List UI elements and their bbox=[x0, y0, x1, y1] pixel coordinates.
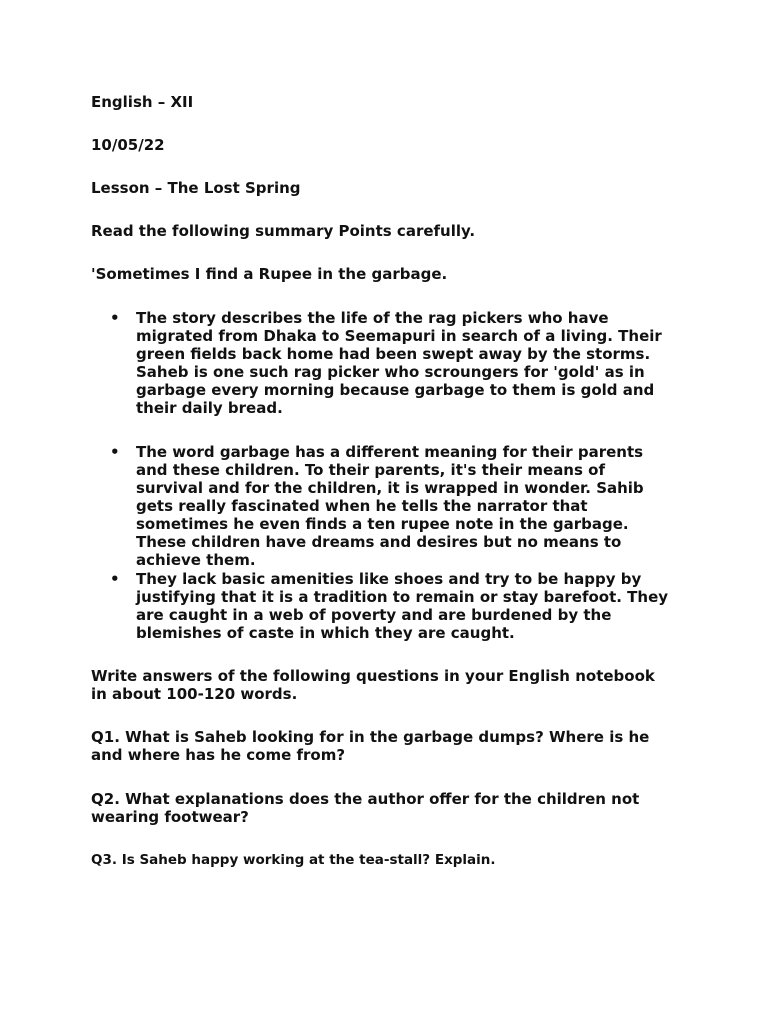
question-2: Q2. What explanations does the author offer for the children not wearing footwear? bbox=[91, 790, 640, 826]
chapter-quote: 'Sometimes I find a Rupee in the garbage. bbox=[91, 265, 448, 283]
assignment-instruction: Write answers of the following questions in your English notebook in about 100-120 words. bbox=[91, 667, 655, 703]
question-1: Q1. What is Saheb looking for in the garbage dumps? Where is he and where has he come from? bbox=[91, 728, 650, 764]
bullet-icon: • bbox=[110, 570, 120, 588]
bullet-icon: • bbox=[110, 443, 120, 461]
summary-point-text: The story describes the life of the rag pickers who have migrated from Dhaka to Seemapuri in search of a living. Their green fields back home had been swept away by the storms. Saheb is one such rag picker who scroungers for 'gold' as in garbage every morning because garbage to them is gold and their daily bread. bbox=[136, 309, 662, 417]
lesson-title: Lesson – The Lost Spring bbox=[91, 179, 301, 197]
subject-heading: English – XII bbox=[91, 93, 194, 111]
summary-point-text: The word garbage has a different meaning for their parents and these children. To their parents, it's their means of survival and for the children, it is wrapped in wonder. Sahib gets really fascinated when he tells the narrator that sometimes he even finds a ten rupee note in the garbage. These children have dreams and desires but no means to achieve them. bbox=[136, 443, 644, 569]
question-3: Q3. Is Saheb happy working at the tea-stall? Explain. bbox=[91, 852, 496, 868]
date-line: 10/05/22 bbox=[91, 136, 165, 154]
summary-instruction: Read the following summary Points carefully. bbox=[91, 222, 476, 240]
summary-point-text: They lack basic amenities like shoes and try to be happy by justifying that it is a tradition to remain or stay barefoot. They are caught in a web of poverty and are burdened by the blemishes of caste in which they are caught. bbox=[136, 570, 669, 642]
bullet-icon: • bbox=[110, 309, 120, 327]
